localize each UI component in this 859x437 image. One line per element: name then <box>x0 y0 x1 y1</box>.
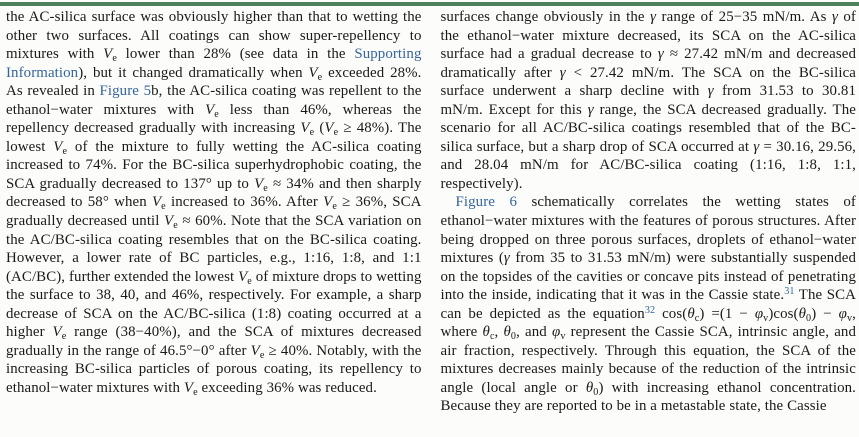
text-run: < 27.42 mN/m. The SCA on the BC-silica surface underwent a sharp decline with <box>440 64 857 100</box>
text-run: range, the SCA decreased gradually. The scenario for all AC/BC-silica coatings resembled that of the BC-silica surface, but a sharp drop of SCA occurred at <box>440 101 856 155</box>
text-run: γ <box>707 83 714 100</box>
text-run: e <box>112 52 117 64</box>
text-run: γ <box>831 9 838 25</box>
text-run: γ <box>503 250 510 267</box>
text-run: , where <box>440 305 856 341</box>
text-run: V <box>254 175 264 192</box>
text-run: c <box>694 312 700 324</box>
text-run: V <box>324 120 334 137</box>
text-run: V <box>164 213 174 230</box>
text-run: = 30.16, 29.56, and 28.04 mN/m for AC/BC-silica coating (1:16, 1:8, 1:1, respectively). <box>440 138 857 192</box>
text-run: γ <box>753 138 760 155</box>
text-run: cos( <box>655 305 688 322</box>
text-run: , <box>494 324 504 341</box>
text-run: φ <box>754 305 764 322</box>
text-run: range of 25−35 mN/m. As <box>656 9 832 25</box>
text-run: c <box>489 331 495 343</box>
text-run: e <box>263 182 268 194</box>
text-run: V <box>103 46 113 63</box>
text-run: less than 46%, whereas the repellency decreased gradually with increasing <box>6 101 422 137</box>
text-run: ≈ 34% and then sharply decreased to 58° when <box>6 175 422 211</box>
text-run: V <box>323 194 333 211</box>
text-run: ≥ 48%). The lowest <box>6 120 422 155</box>
text-run: of mixture drops to wetting the surface to 38, 40, and 46%, respectively. For example, a sharp decrease of SCA on the AC/BC-silica (1:8) coating occurred at a higher <box>6 268 422 341</box>
text-run: φ <box>838 305 847 322</box>
text-run: e <box>317 71 323 83</box>
text-run: V <box>238 268 248 285</box>
text-run: e <box>259 349 265 361</box>
text-run: e <box>247 275 252 287</box>
text-run: )cos( <box>768 305 799 322</box>
text-run: e <box>333 127 339 139</box>
text-run: ≥ 40%. Notably, with the increasing BC-silica particles of porous coating, its repellency to ethanol−water mixtures with <box>6 342 422 396</box>
text-run: from 35 to 31.53 mN/m) were substantially suspended on the topsides of the cavities or concave pits instead of penetrating into the inside, indicating that it was in the Cassie state. <box>440 250 856 304</box>
text-run: V <box>250 342 260 359</box>
text-run: range (38−40%), and the SCA of mixtures decreased gradually in the range of 46.5°−0° after <box>6 324 422 359</box>
text-run: e <box>214 108 219 120</box>
text-run: e <box>309 127 315 139</box>
text-run: ( <box>314 120 325 137</box>
ref-32-link[interactable]: 32 <box>644 304 656 316</box>
text-run: surfaces change obviously in the <box>440 9 651 25</box>
text-run: ), but it changed dramatically when <box>78 64 309 81</box>
text-run: V <box>52 324 62 341</box>
two-column-text-body <box>6 8 856 416</box>
text-run: v <box>560 331 566 343</box>
paragraph <box>441 193 857 416</box>
section-divider-rule <box>0 2 859 6</box>
text-run: exceeding 36% was reduced. <box>197 379 377 396</box>
text-run: ) − <box>811 305 839 322</box>
text-run: θ <box>503 324 511 341</box>
text-run: the AC-silica surface was obviously higher than that to wetting the other two surfaces. All coatings can show super-repellency to mixtures with <box>6 9 422 63</box>
paragraph <box>6 8 422 397</box>
text-run: e <box>61 331 67 343</box>
text-run: 0 <box>806 312 812 324</box>
text-run: e <box>193 386 198 398</box>
text-run: from 31.53 to 30.81 mN/m. Except for this <box>440 83 856 118</box>
text-run: lower than 28% (see data in the <box>116 46 355 63</box>
text-run: γ <box>587 101 594 118</box>
text-run: θ <box>798 305 807 322</box>
text-run: exceeded 28%. As revealed in <box>6 64 422 100</box>
text-run: of the mixture to fully wetting the AC-silica coating increased to 74%. For the BC-silica superhydrophobic coating, the SCA gradually decreased to 137° up to <box>6 138 422 192</box>
text-run: ) with increasing ethanol concentration. Because they are reported to be in a metastable state, the Cassie <box>440 379 856 415</box>
text-column-right <box>441 8 857 416</box>
text-run: , and <box>516 324 552 341</box>
text-run: schematically correlates the wetting states of ethanol−water mixtures with the features of porous structures. After being dropped on three porous surfaces, droplets of ethanol−water mixtures ( <box>440 194 856 267</box>
text-run: b, the AC-silica coating was repellent to the ethanol−water mixtures with <box>6 83 422 118</box>
text-run: The SCA can be depicted as the equation <box>440 287 857 322</box>
text-run: γ <box>650 9 657 25</box>
text-run: e <box>161 201 166 213</box>
text-run: e <box>173 219 178 231</box>
text-run: represent the Cassie SCA, intrinsic angle, and air fraction, respectively. Through this equation, the SCA of the mixtures decreases mainly because of the reduction of the intrinsic angle (local angle or <box>440 324 856 396</box>
text-run: V <box>183 379 194 396</box>
text-run: θ <box>687 305 695 322</box>
figure-5-link[interactable]: Figure 5 <box>99 83 152 100</box>
paragraph <box>441 8 857 193</box>
text-run: v <box>847 312 853 324</box>
text-run: ≈ 60%. Note that the SCA variation on the AC/BC-silica coating resembles that on the BC-silica coating. However, a lower rate of BC particles, e.g., 1:16, 1:8, and 1:1 (AC/BC), further extended the lowest <box>6 213 422 285</box>
text-run: 0 <box>510 331 517 343</box>
text-run: V <box>308 64 318 81</box>
text-run: e <box>332 201 337 213</box>
text-run: ≥ 36%, SCA gradually decreased until <box>6 194 422 230</box>
text-run: e <box>62 145 68 157</box>
supporting-information-link[interactable]: Supporting Information <box>6 46 422 81</box>
text-run: γ <box>657 46 664 63</box>
text-run: increased to 36%. After <box>165 194 324 211</box>
text-run: v <box>763 312 769 324</box>
text-run: ) =(1 − <box>699 305 755 322</box>
text-run: of the ethanol−water mixture decreased, its SCA on the AC-silica surface had a gradual decrease to <box>440 9 856 63</box>
text-run: φ <box>551 324 561 341</box>
text-column-left <box>6 8 422 416</box>
ref-31-link[interactable]: 31 <box>784 286 795 298</box>
text-run: V <box>205 101 215 118</box>
figure-6-link[interactable]: Figure 6 <box>455 194 517 211</box>
text-run: V <box>53 138 63 155</box>
text-run: θ <box>482 324 490 341</box>
text-run: 0 <box>593 386 599 398</box>
text-run: V <box>151 194 162 211</box>
text-run: θ <box>585 379 594 396</box>
text-run: ≈ 27.42 mN/m and decreased dramatically after <box>440 46 856 81</box>
text-run: γ <box>559 64 566 81</box>
text-run: V <box>300 120 310 137</box>
